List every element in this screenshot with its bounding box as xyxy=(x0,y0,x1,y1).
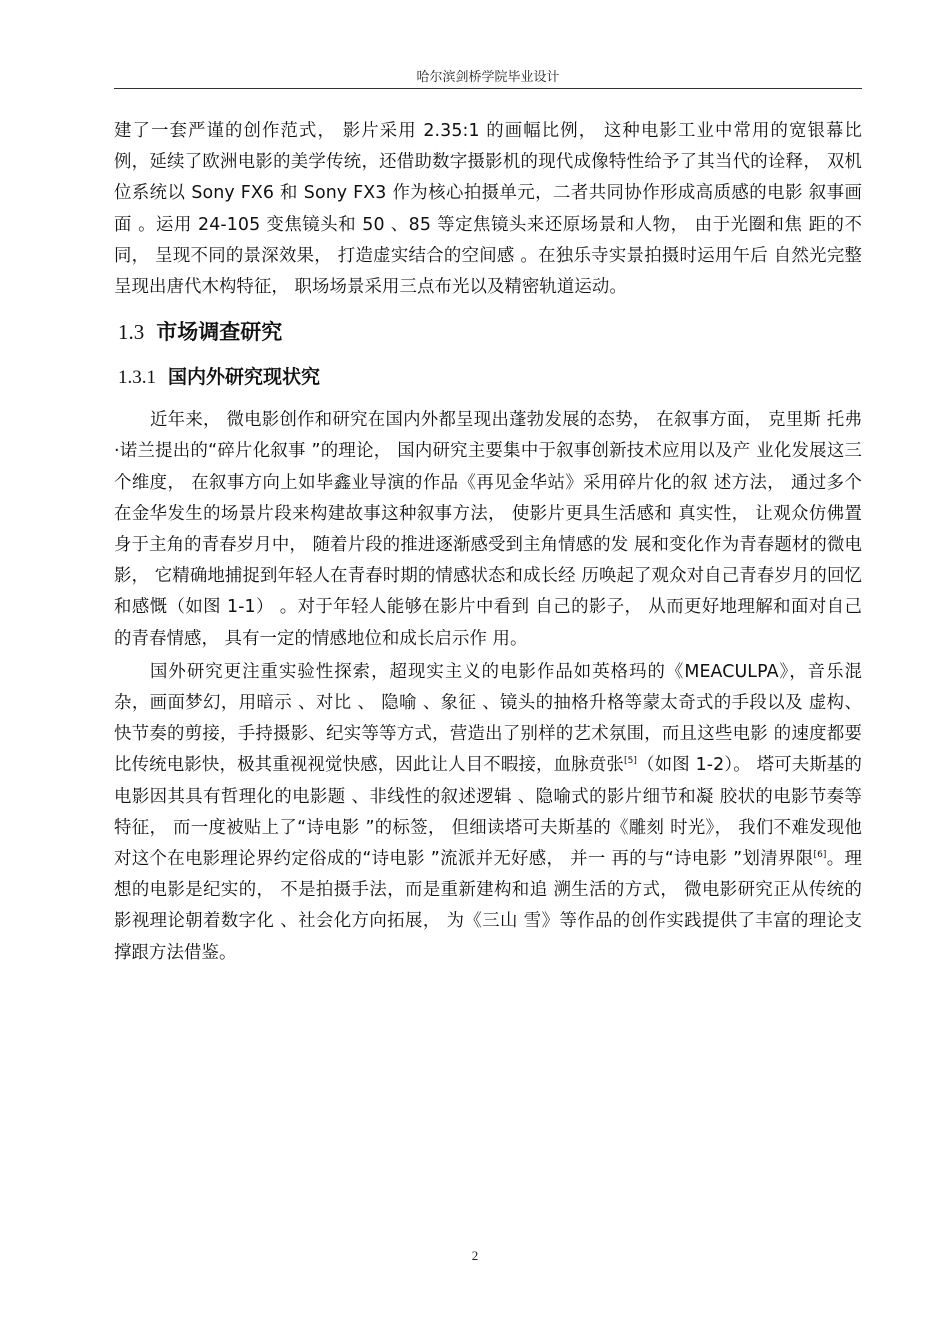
subsection-title: 国内外研究现状究 xyxy=(168,366,321,389)
page-header: 哈尔滨剑桥学院毕业设计 xyxy=(416,70,560,85)
paragraph-foreign-research xyxy=(114,657,862,969)
paragraph-text: （如图 1-2）。 塔可夫斯基的电影因其具有哲理化的电影题 、非线性的叙述逻辑 、隐喻式的影片细节和凝 胶状的电影节奏等特征， 而一度被贴上了“诗电影 ”的标签， 但细读塔可夫斯基的《雕刻 时光》， 我们不难发现他对这个在电影理论界约定俗成的“诗电影 ”流派并无好感， 并一 再的与“诗电影 ”划清界限 xyxy=(114,755,862,870)
citation-ref: [6] xyxy=(813,850,827,861)
page-number: 2 xyxy=(471,1248,479,1263)
page-body xyxy=(114,116,862,969)
section-heading xyxy=(114,309,862,355)
paragraph-text: 。理想的电影是纪实的， 不是拍摄手法，而是重新建构和追 溯生活的方式， 微电影研究正从传统的影视理论朝着数字化 、社会化方向拓展， 为《三山 雪》等作品的创作实践提供了丰富的理论支撑跟方法借鉴。 xyxy=(114,849,862,963)
section-number: 1.3 xyxy=(118,320,145,345)
section-title: 市场调查研究 xyxy=(156,320,283,345)
paragraph-domestic-research: 近年来， 微电影创作和研究在国内外都呈现出蓬勃发展的态势， 在叙事方面， 克里斯 托弗 ·诺兰提出的“碎片化叙事 ”的理论， 国内研究主要集中于叙事创新技术应用以及产 业化发展这三个维度， 在叙事方向上如毕鑫业导演的作品《再见金华站》采用碎片化的叙 述方法， 通过多个在金华发生的场景片段来构建故事这种叙事方法， 使影片更具生活感和 真实性， 让观众仿佛置身于主角的青春岁月中， 随着片段的推进逐渐感受到主角情感的发 展和变化作为青春题材的微电影， 它精确地捕捉到年轻人在青春时期的情感状态和成长经 历唤起了观众对自己青春岁月的回忆和感慨（如图 1-1） 。对于年轻人能够在影片中看到 自己的影子， 从而更好地理解和面对自己的青春情感， 具有一定的情感地位和成长启示作 用。 xyxy=(114,410,862,649)
subsection-heading xyxy=(114,355,862,399)
header-divider xyxy=(114,88,862,89)
paragraph-continued: 建了一套严谨的创作范式， 影片采用 2.35:1 的画幅比例， 这种电影工业中常用的宽银幕比 例，延续了欧洲电影的美学传统，还借助数字摄影机的现代成像特性给予了其当代的诠释， 双机位系统以 Sony FX6 和 Sony FX3 作为核心拍摄单元，二者共同协作形成高质感的电影 叙事画面 。运用 24-105 变焦镜头和 50 、85 等定焦镜头来还原场景和人物， 由于光圈和焦 距的不同， 呈现不同的景深效果， 打造虚实结合的空间感 。在独乐寺实景拍摄时运用午后 自然光完整呈现出唐代木构特征， 职场场景采用三点布光以及精密轨道运动。 xyxy=(114,121,862,298)
subsection-number: 1.3.1 xyxy=(118,367,156,389)
citation-ref: [5] xyxy=(623,756,638,767)
paragraph-text: 国外研究更注重实验性探索，超现实主义的电影作品如英格玛的《MEACULPA》，音乐混杂，画面梦幻，用暗示 、对比 、 隐喻 、象征 、镜头的抽格升格等蒙太奇式的手段以及 虚构、快节奏的剪接，手持摄影、纪实等等方式，营造出了别样的艺术氛围，而且这些电影 的速度都要比传统电影快，极其重视视觉快感，因此让人目不暇接，血脉贲张 xyxy=(114,661,862,776)
